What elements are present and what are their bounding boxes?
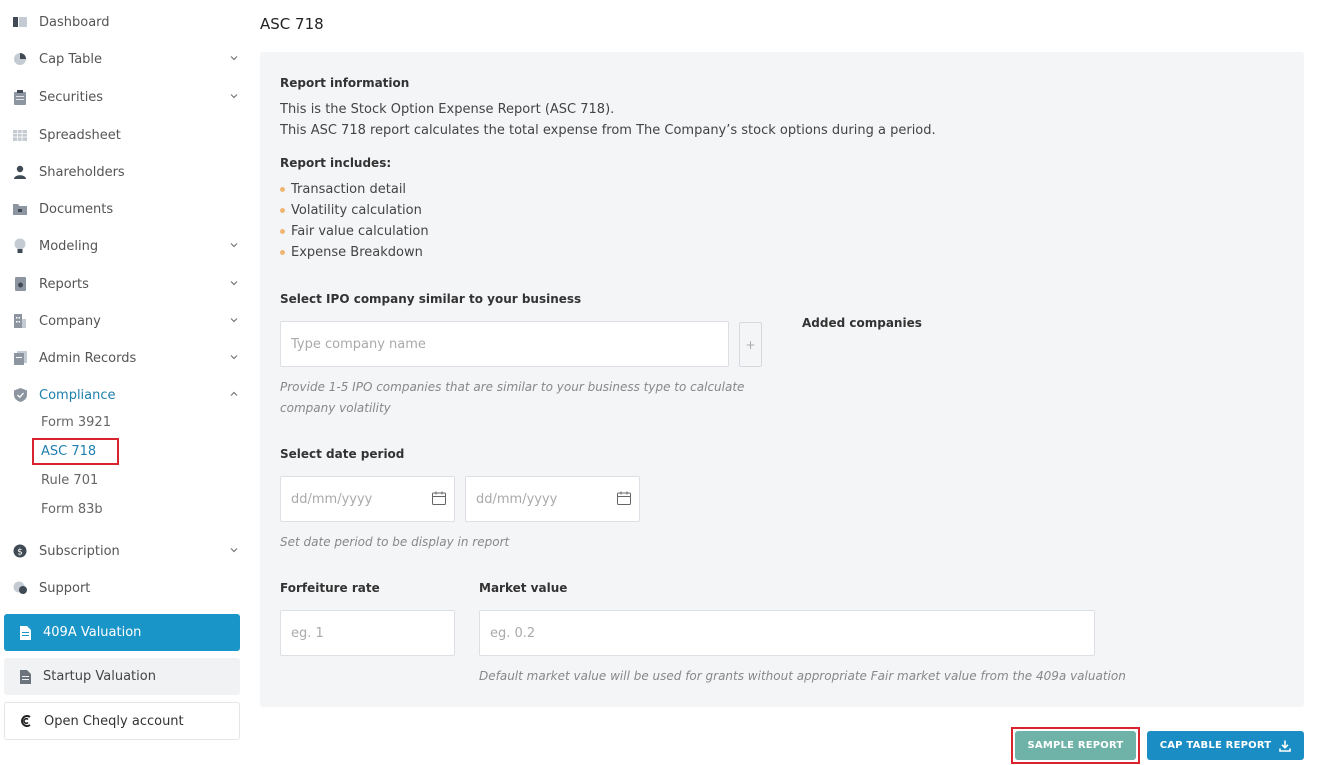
add-company-button[interactable]: + xyxy=(739,322,762,367)
building-icon xyxy=(12,313,28,329)
sidebar-item-label: Modeling xyxy=(39,238,99,254)
chevron-down-icon xyxy=(228,239,240,251)
cap-table-report-button[interactable] xyxy=(1147,731,1304,760)
market-value-hint: Default market value will be used for grants without appropriate Fair market value from the 409a valuation xyxy=(479,669,1126,683)
chevron-down-icon xyxy=(228,90,240,102)
ipo-hint-line1: Provide 1-5 IPO companies that are similar to your business type to calculate xyxy=(280,380,745,394)
spreadsheet-icon xyxy=(12,127,28,143)
clipboard-icon xyxy=(12,89,28,105)
sidebar-item-label: Reports xyxy=(39,276,89,292)
chevron-down-icon xyxy=(228,277,240,289)
dollar-icon xyxy=(12,543,28,559)
sidebar-item-documents[interactable] xyxy=(12,197,242,221)
chevron-down-icon xyxy=(228,351,240,363)
chevron-down-icon xyxy=(228,544,240,556)
sidebar-item-label: Subscription xyxy=(39,543,120,559)
sidebar-item-subscription[interactable] xyxy=(12,539,242,563)
download-icon xyxy=(1279,740,1291,752)
report-includes-title: Report includes: xyxy=(280,156,392,170)
date-hint: Set date period to be display in report xyxy=(280,535,510,549)
market-value-input[interactable]: eg. 0.2 xyxy=(479,610,1095,656)
document-icon xyxy=(18,625,32,641)
shield-check-icon xyxy=(12,387,28,403)
sidebar-item-spreadsheet[interactable] xyxy=(12,123,242,147)
ipo-hint-line2: company volatility xyxy=(280,401,391,415)
market-value-title: Market value xyxy=(479,581,568,595)
chevron-up-icon xyxy=(228,388,240,400)
document-icon xyxy=(18,669,32,685)
sidebar-item-label: Cap Table xyxy=(39,51,103,67)
start-date-input[interactable] xyxy=(280,476,455,522)
startup-valuation-button[interactable] xyxy=(4,658,240,695)
end-date-input[interactable] xyxy=(465,476,640,522)
support-icon xyxy=(12,580,28,596)
409a-valuation-label: 409A Valuation xyxy=(43,625,142,640)
svg-text:$: $ xyxy=(17,547,23,558)
calendar-icon[interactable] xyxy=(617,491,631,505)
folder-icon xyxy=(12,201,28,217)
sidebar xyxy=(0,0,248,765)
sidebar-item-shareholders[interactable] xyxy=(12,160,242,184)
dashboard-icon xyxy=(12,14,28,30)
include-item: Transaction detail xyxy=(280,182,406,197)
sidebar-item-compliance[interactable] xyxy=(12,383,242,407)
sidebar-item-company[interactable] xyxy=(12,309,242,333)
409a-valuation-button[interactable] xyxy=(4,614,240,651)
sidebar-item-modeling[interactable] xyxy=(12,234,242,258)
company-name-input[interactable]: Type company name xyxy=(280,321,729,367)
include-item: Volatility calculation xyxy=(280,203,422,218)
sample-report-button[interactable]: SAMPLE REPORT xyxy=(1015,731,1136,760)
cap-table-report-label: CAP TABLE REPORT xyxy=(1159,740,1272,751)
sidebar-subitem-form-83b[interactable]: Form 83b xyxy=(41,502,103,517)
sidebar-item-label: Securities xyxy=(39,89,104,105)
include-item: Fair value calculation xyxy=(280,224,429,239)
include-item: Expense Breakdown xyxy=(280,245,423,260)
sidebar-item-admin-records[interactable] xyxy=(12,346,242,370)
sidebar-item-securities[interactable] xyxy=(12,85,242,109)
page-title: ASC 718 xyxy=(260,15,324,33)
startup-valuation-label: Startup Valuation xyxy=(43,669,156,684)
forfeiture-title: Forfeiture rate xyxy=(280,581,380,595)
sidebar-item-label: Dashboard xyxy=(39,14,110,30)
sidebar-item-label: Shareholders xyxy=(39,164,125,180)
records-icon xyxy=(12,350,28,366)
forfeiture-rate-input[interactable]: eg. 1 xyxy=(280,610,455,656)
sidebar-item-dashboard[interactable] xyxy=(12,10,242,34)
added-companies-title: Added companies xyxy=(802,316,922,330)
sidebar-item-support[interactable] xyxy=(12,576,242,600)
sidebar-subitem-form-3921[interactable]: Form 3921 xyxy=(41,415,111,430)
sidebar-subitem-rule-701[interactable]: Rule 701 xyxy=(41,473,99,488)
sidebar-item-reports[interactable] xyxy=(12,272,242,296)
report-icon xyxy=(12,276,28,292)
end-date-placeholder: dd/mm/yyyy xyxy=(476,491,558,507)
sidebar-subitem-asc-718[interactable]: ASC 718 xyxy=(41,444,97,459)
sidebar-item-label: Admin Records xyxy=(39,350,137,366)
sidebar-item-cap-table[interactable] xyxy=(12,47,242,71)
sidebar-item-label: Spreadsheet xyxy=(39,127,121,143)
lightbulb-icon xyxy=(12,238,28,254)
open-cheqly-label: Open Cheqly account xyxy=(44,713,184,729)
ipo-section-title: Select IPO company similar to your business xyxy=(280,292,582,306)
report-info-title: Report information xyxy=(280,76,410,90)
report-description-line1: This is the Stock Option Expense Report (ASC 718). xyxy=(280,102,615,117)
sidebar-item-label: Compliance xyxy=(39,387,116,403)
date-section-title: Select date period xyxy=(280,447,405,461)
report-description-line2: This ASC 718 report calculates the total expense from The Company’s stock options during a period. xyxy=(280,123,936,138)
chevron-down-icon xyxy=(228,314,240,326)
sidebar-item-label: Support xyxy=(39,580,91,596)
chevron-down-icon xyxy=(228,52,240,64)
sidebar-item-label: Company xyxy=(39,313,101,329)
user-icon xyxy=(12,164,28,180)
pie-chart-icon xyxy=(12,51,28,67)
calendar-icon[interactable] xyxy=(432,491,446,505)
start-date-placeholder: dd/mm/yyyy xyxy=(291,491,373,507)
open-cheqly-button[interactable] xyxy=(4,702,240,740)
sidebar-item-label: Documents xyxy=(39,201,114,217)
cheqly-logo-icon xyxy=(19,713,33,729)
